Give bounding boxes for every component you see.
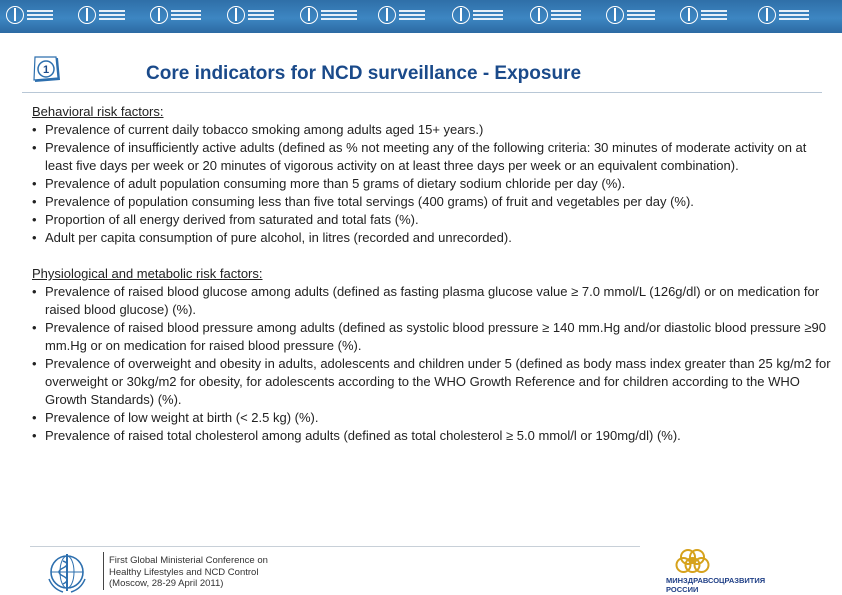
- title-divider: [22, 92, 822, 93]
- header-bar: [0, 0, 842, 33]
- ministry-line: МИНЗДРАВСОЦРАЗВИТИЯ: [666, 576, 766, 585]
- slide-number-badge-icon: [32, 56, 62, 84]
- ministry-line: РОССИИ: [666, 584, 699, 594]
- who-logo-icon: [758, 6, 809, 24]
- physiological-heading: Physiological and metabolic risk factors:: [32, 266, 263, 281]
- who-logo-icon: [606, 6, 655, 24]
- list-item: • Prevalence of population consuming less than five total servings (400 grams) of fruit and vegetables per day (%).: [32, 194, 694, 209]
- who-logo-icon: [78, 6, 125, 24]
- list-item: • Prevalence of adult population consuming more than 5 grams of dietary sodium chloride per day (%).: [32, 176, 626, 191]
- list-item: • Adult per capita consumption of pure alcohol, in litres (recorded and unrecorded).: [32, 230, 512, 245]
- who-logo-icon: [227, 6, 274, 24]
- badge-number: 1: [42, 64, 50, 76]
- list-item: • Prevalence of low weight at birth (< 2.5 kg) (%).: [32, 410, 319, 425]
- who-logo-icon: [378, 6, 425, 24]
- who-logo-icon: [452, 6, 503, 24]
- ministry-emblem-icon: [666, 548, 726, 576]
- list-item: • Proportion of all energy derived from saturated and total fats (%).: [32, 212, 419, 227]
- list-item: • Prevalence of current daily tobacco smoking among adults aged 15+ years.): [32, 122, 484, 137]
- conference-info: [109, 555, 268, 590]
- behavioral-heading: Behavioral risk factors:: [32, 104, 164, 119]
- who-logo-icon: [6, 6, 53, 24]
- who-logo-icon: [680, 6, 727, 24]
- who-logo-icon: [300, 6, 357, 24]
- list-item: • Prevalence of overweight and obesity in adults, adolescents and children under 5 (defined as body mass index greater than 25 kg/m2 for overweight or 30kg/m2 for obesity, for adolescents according to the WHO Growth Reference and for children according to the WHO Growth Standards) (%).: [32, 356, 831, 407]
- behavioral-list: [32, 121, 832, 247]
- physiological-list: [32, 283, 832, 445]
- list-item: • Prevalence of raised blood pressure among adults (defined as systolic blood pressure ≥ 140 mm.Hg and/or diastolic blood pressure ≥90 mm.Hg or on medication for raised blood pressure (%).: [32, 320, 826, 353]
- conference-line: Healthy Lifestyles and NCD Control: [109, 566, 259, 578]
- page-title: Core indicators for NCD surveillance - Exposure: [146, 63, 582, 84]
- who-emblem-icon: [43, 549, 91, 595]
- who-logo-icon: [530, 6, 581, 24]
- ministry-name: [666, 577, 765, 594]
- list-item: • Prevalence of raised blood glucose among adults (defined as fasting plasma glucose value ≥ 7.0 mmol/L (126g/dl) or on medication for raised blood glucose) (%).: [32, 284, 820, 317]
- footer-separator: [103, 552, 104, 590]
- who-logo-icon: [150, 6, 201, 24]
- indicator-content: [32, 103, 832, 445]
- conference-line: (Moscow, 28-29 April 2011): [109, 578, 224, 589]
- list-item: • Prevalence of raised total cholesterol among adults (defined as total cholesterol ≥ 5.0 mmol/l or 190mg/dl) (%).: [32, 428, 681, 443]
- conference-line: First Global Ministerial Conference on: [109, 555, 268, 566]
- list-item: • Prevalence of insufficiently active adults (defined as % not meeting any of the following criteria: 30 minutes of moderate activity on at least five days per week or 20 minutes of vigorous activity on at least three days per week or an equivalent combination).: [32, 140, 807, 173]
- footer-divider: [30, 546, 640, 547]
